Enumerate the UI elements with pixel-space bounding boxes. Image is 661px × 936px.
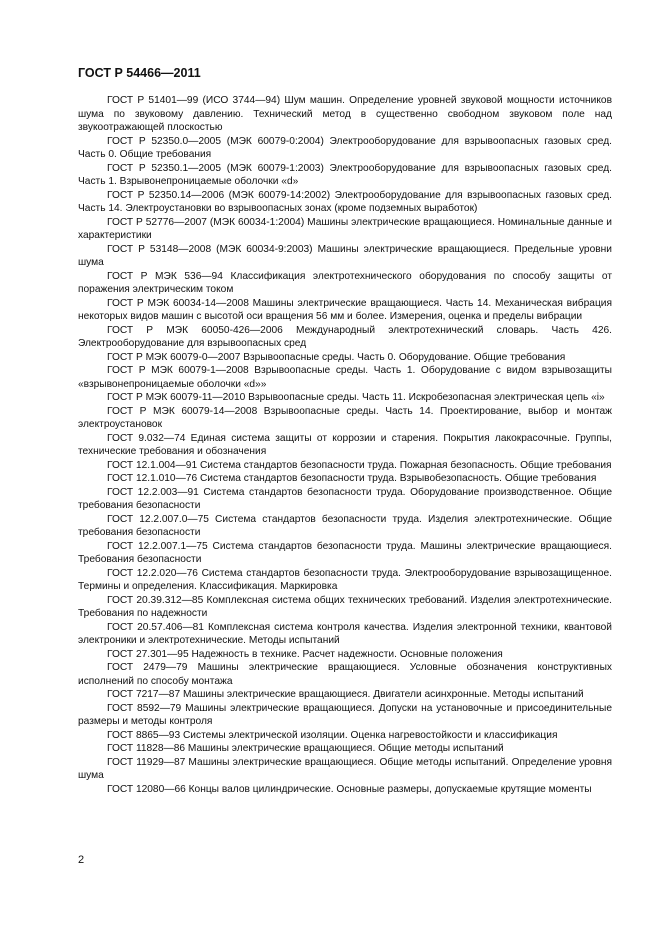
reference-entry: ГОСТ 12.1.010—76 Система стандартов безопасности труда. Взрывобезопасность. Общие требования <box>107 473 597 484</box>
reference-entry: ГОСТ Р 51401—99 (ИСО 3744—94) Шум машин. Определение уровней звуковой мощности источников шума по звуковому давлению. Технический метод в существенно свободном звуковом поле над звукоотражающей плоскостью <box>78 95 612 133</box>
reference-entry: ГОСТ 20.57.406—81 Комплексная система контроля качества. Изделия электронной техники, квантовой электроники и электротехнические. Методы испытаний <box>78 621 612 646</box>
reference-entry: ГОСТ 20.39.312—85 Комплексная система общих технических требований. Изделия электротехнические. Требования по надежности <box>78 594 612 619</box>
reference-entry: ГОСТ 12.2.007.0—75 Система стандартов безопасности труда. Изделия электротехнические. Общие требования безопасности <box>78 513 612 538</box>
reference-entry: ГОСТ Р 52350.14—2006 (МЭК 60079-14:2002) Электрооборудование для взрывоопасных газовых сред. Часть 14. Электроустановки во взрывоопасных зонах (кроме подземных выработок) <box>78 189 612 214</box>
reference-entry: ГОСТ 7217—87 Машины электрические вращающиеся. Двигатели асинхронные. Методы испытаний <box>107 689 584 700</box>
reference-entry: ГОСТ Р 52350.0—2005 (МЭК 60079-0:2004) Электрооборудование для взрывоопасных газовых сред. Часть 0. Общие требования <box>78 135 612 160</box>
reference-entry: ГОСТ 11929—87 Машины электрические вращающиеся. Общие методы испытаний. Определение уровня шума <box>78 756 612 781</box>
reference-entry: ГОСТ 12080—66 Концы валов цилиндрические. Основные размеры, допускаемые крутящие моменты <box>107 783 592 795</box>
reference-entry: ГОСТ 11828—86 Машины электрические вращающиеся. Общие методы испытаний <box>107 743 504 754</box>
reference-entry: ГОСТ 12.1.004—91 Система стандартов безопасности труда. Пожарная безопасность. Общие требования <box>107 459 612 471</box>
document-header: ГОСТ Р 54466—2011 <box>78 66 201 80</box>
normative-references-list <box>78 94 612 796</box>
reference-entry: ГОСТ Р 52350.1—2005 (МЭК 60079-1:2003) Электрооборудование для взрывоопасных газовых сред. Часть 1. Взрывонепроницаемые оболочки «d» <box>78 162 612 187</box>
reference-entry: ГОСТ Р МЭК 60034-14—2008 Машины электрические вращающиеся. Часть 14. Механическая вибрация некоторых видов машин с высотой оси вращения 56 мм и более. Измерения, оценка и пределы вибрации <box>78 297 612 322</box>
reference-entry: ГОСТ 8865—93 Системы электрической изоляции. Оценка нагревостойкости и классификация <box>107 729 558 741</box>
reference-entry: ГОСТ 2479—79 Машины электрические вращающиеся. Условные обозначения конструктивных исполнений по способу монтажа <box>78 662 612 687</box>
reference-entry: ГОСТ Р МЭК 60079-0—2007 Взрывоопасные среды. Часть 0. Оборудование. Общие требования <box>107 351 566 363</box>
reference-entry: ГОСТ 27.301—95 Надежность в технике. Расчет надежности. Основные положения <box>107 648 503 660</box>
reference-entry: ГОСТ Р МЭК 60079-11—2010 Взрывоопасные среды. Часть 11. Искробезопасная электрическая цепь «i» <box>107 392 605 403</box>
reference-entry: ГОСТ Р 53148—2008 (МЭК 60034-9:2003) Машины электрические вращающиеся. Предельные уровни шума <box>78 243 612 268</box>
reference-entry: ГОСТ Р МЭК 60050-426—2006 Международный электротехнический словарь. Часть 426. Электрооборудование для взрывоопасных сред <box>78 324 612 349</box>
reference-entry: ГОСТ 12.2.003—91 Система стандартов безопасности труда. Оборудование производственное. Общие требования безопасности <box>78 486 612 511</box>
reference-entry: ГОСТ 9.032—74 Единая система защиты от коррозии и старения. Покрытия лакокрасочные. Группы, технические требования и обозначения <box>78 432 612 457</box>
reference-entry: ГОСТ Р МЭК 536—94 Классификация электротехнического оборудования по способу защиты от поражения электрическим током <box>78 270 612 295</box>
reference-entry: ГОСТ Р МЭК 60079-1—2008 Взрывоопасные среды. Часть 1. Оборудование с видом взрывозащиты «взрывонепроницаемые оболочки «d»» <box>78 365 612 390</box>
reference-entry: ГОСТ Р МЭК 60079-14—2008 Взрывоопасные среды. Часть 14. Проектирование, выбор и монтаж электроустановок <box>78 405 612 430</box>
reference-entry: ГОСТ Р 52776—2007 (МЭК 60034-1:2004) Машины электрические вращающиеся. Номинальные данные и характеристики <box>78 216 612 241</box>
page-number: 2 <box>78 854 85 866</box>
reference-entry: ГОСТ 12.2.007.1—75 Система стандартов безопасности труда. Машины электрические вращающиеся. Требования безопасности <box>78 540 612 565</box>
reference-entry: ГОСТ 8592—79 Машины электрические вращающиеся. Допуски на установочные и присоединительные размеры и методы контроля <box>78 702 612 727</box>
reference-entry: ГОСТ 12.2.020—76 Система стандартов безопасности труда. Электрооборудование взрывозащищенное. Термины и определения. Классификация. Маркировка <box>78 567 612 592</box>
